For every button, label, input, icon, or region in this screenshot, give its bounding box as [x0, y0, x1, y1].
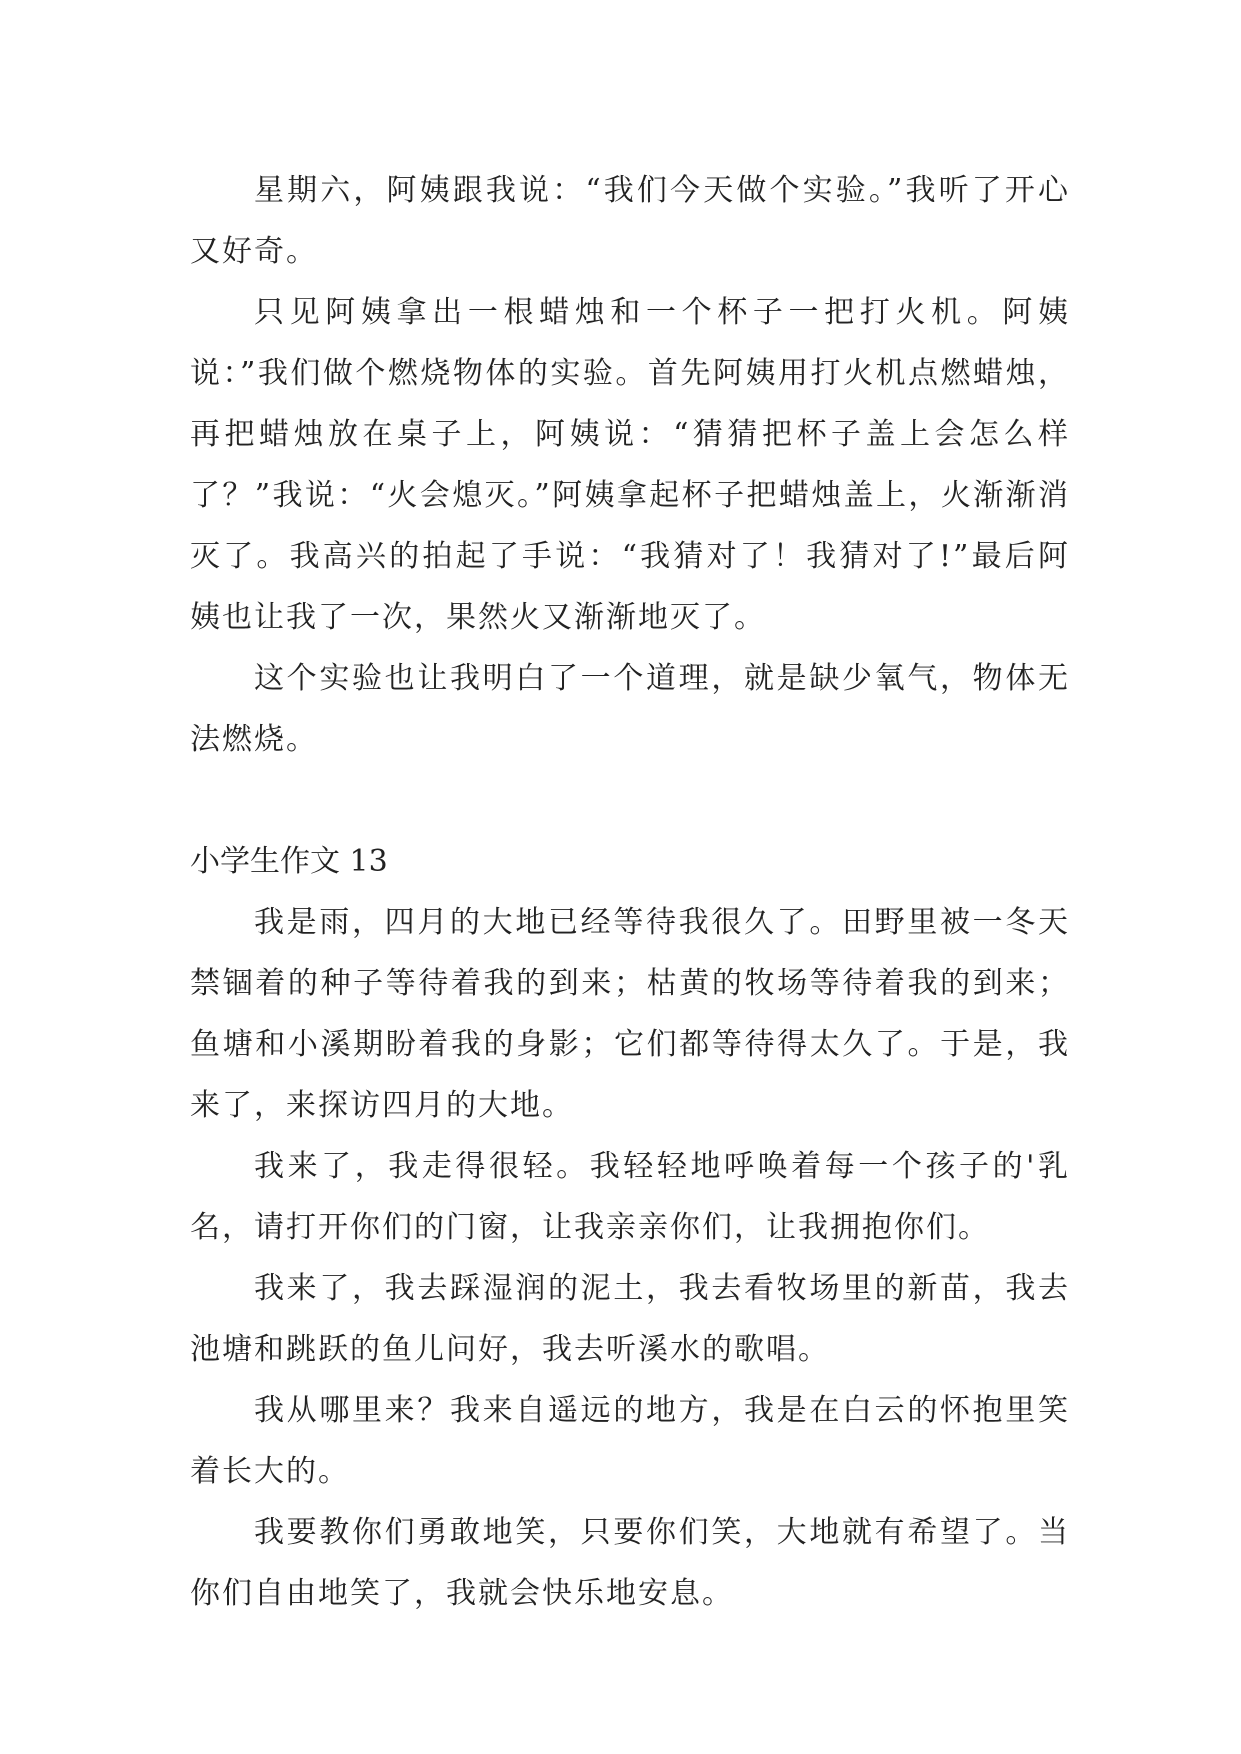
paragraph: 这个实验也让我明白了一个道理，就是缺少氧气，物体无法燃烧。: [190, 661, 1070, 757]
paragraph: 我从哪里来？我来自遥远的地方，我是在白云的怀抱里笑着长大的。: [190, 1393, 1070, 1489]
paragraph: 我是雨，四月的大地已经等待我很久了。田野里被一冬天禁锢着的种子等待着我的到来；枯黄的牧场等待着我的到来；鱼塘和小溪期盼着我的身影；它们都等待得太久了。于是，我来了，来探访四月的大地。: [190, 905, 1070, 1123]
section-title: 小学生作文 13: [190, 844, 388, 879]
paragraph: 星期六，阿姨跟我说：“我们今天做个实验。”我听了开心又好奇。: [190, 173, 1070, 269]
paragraph: 我来了，我走得很轻。我轻轻地呼唤着每一个孩子的'乳名，请打开你们的门窗，让我亲亲你们，让我拥抱你们。: [190, 1149, 1070, 1245]
paragraph: 我来了，我去踩湿润的泥土，我去看牧场里的新苗，我去池塘和跳跃的鱼儿问好，我去听溪水的歌唱。: [190, 1271, 1070, 1367]
document-body: [190, 160, 1070, 1624]
paragraph: 我要教你们勇敢地笑，只要你们笑，大地就有希望了。当你们自由地笑了，我就会快乐地安息。: [190, 1515, 1070, 1611]
paragraph: 只见阿姨拿出一根蜡烛和一个杯子一把打火机。阿姨说：”我们做个燃烧物体的实验。首先阿姨用打火机点燃蜡烛，再把蜡烛放在桌子上，阿姨说：“猜猜把杯子盖上会怎么样了？”我说：“火会熄灭。”阿姨拿起杯子把蜡烛盖上，火渐渐消灭了。我高兴的拍起了手说：“我猜对了！我猜对了!”最后阿姨也让我了一次，果然火又渐渐地灭了。: [190, 295, 1070, 635]
section-spacer: [190, 770, 1070, 831]
